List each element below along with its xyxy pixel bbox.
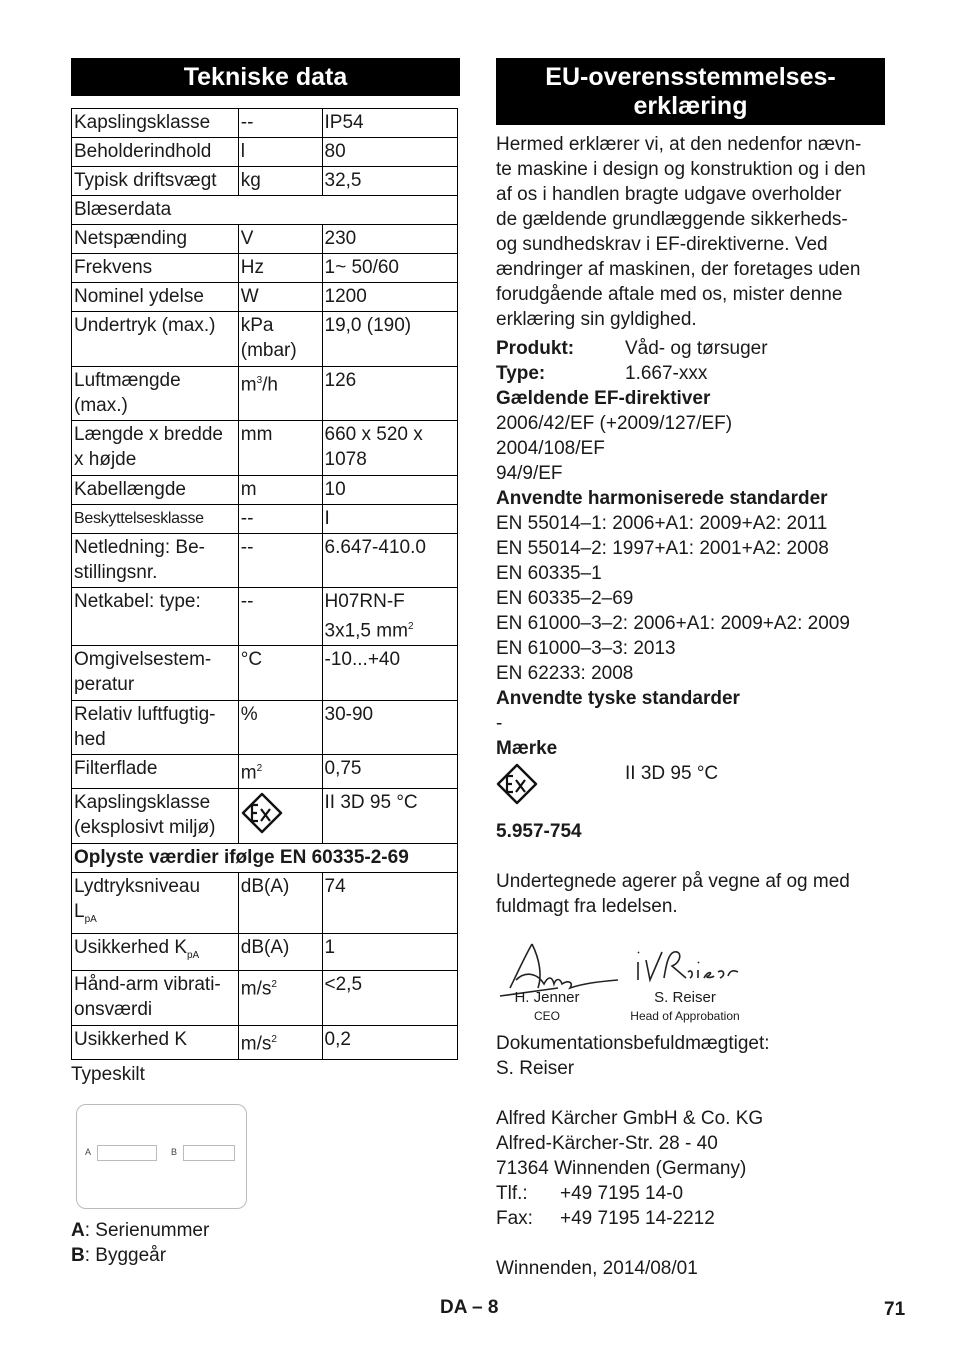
table-cell xyxy=(238,367,322,421)
table-cell: Hz xyxy=(238,254,322,283)
fax-value: +49 7195 14-2212 xyxy=(560,1208,715,1229)
cell-line: 660 x 520 x xyxy=(324,424,423,445)
table-cell: m xyxy=(238,476,322,505)
table-cell: Frekvens xyxy=(72,254,239,283)
table-cell: 1~ 50/60 xyxy=(322,254,457,283)
marking-value: II 3D 95 °C xyxy=(625,763,719,784)
text-line: de gældende grundlæggende sikkerheds- xyxy=(496,209,848,230)
table-cell xyxy=(72,872,239,934)
table-cell: 74 xyxy=(322,872,457,934)
unit-line: kPa xyxy=(240,315,274,336)
table-row xyxy=(72,843,458,872)
table-row xyxy=(72,788,458,843)
doc-authority-label: Dokumentationsbefuldmægtiget: xyxy=(496,1033,770,1054)
marking-title: Mærke xyxy=(496,738,558,759)
phone-label: Tlf.: xyxy=(496,1183,528,1204)
signer-role: Head of Approbation xyxy=(630,1009,740,1023)
text-line: af os i handlen bragte udgave overholder xyxy=(496,184,842,205)
plate-field-b xyxy=(183,1145,235,1161)
cell-line: (max.) xyxy=(74,395,128,416)
typeplate-illustration xyxy=(76,1104,247,1209)
company-contact xyxy=(496,1031,888,1281)
table-cell: Beskyttelsesklasse xyxy=(72,505,239,534)
product-label: Produkt: xyxy=(496,338,575,359)
table-cell: Kapslingsklasse xyxy=(72,109,239,138)
table-row xyxy=(72,254,458,283)
unit-text: m xyxy=(240,374,257,396)
table-row xyxy=(72,167,458,196)
section-title-eu-declaration xyxy=(496,58,885,125)
table-cell xyxy=(72,421,239,476)
table-cell: -- xyxy=(238,588,322,646)
signer-name: H. Jenner xyxy=(514,989,580,1006)
directive-item: 94/9/EF xyxy=(496,463,563,484)
table-cell: W xyxy=(238,283,322,312)
table-cell: dB(A) xyxy=(238,872,322,934)
cell-line: Netledning: Be- xyxy=(74,537,205,558)
type-row xyxy=(496,361,888,386)
document-number: 5.957-754 xyxy=(496,821,582,842)
standard-item: EN 60335–2–69 xyxy=(496,588,634,609)
table-cell: Netspænding xyxy=(72,225,239,254)
table-row xyxy=(72,1026,458,1059)
table-row xyxy=(72,421,458,476)
table-cell: Nominel ydelse xyxy=(72,283,239,312)
cell-line: Relativ luftfugtig- xyxy=(74,704,216,726)
signer-name: S. Reiser xyxy=(654,989,716,1006)
table-cell: l xyxy=(238,138,322,167)
table-row xyxy=(72,225,458,254)
table-cell: 80 xyxy=(322,138,457,167)
table-cell xyxy=(72,646,239,701)
table-cell: II 3D 95 °C xyxy=(322,788,457,843)
standard-item: EN 60335–1 xyxy=(496,563,602,584)
unit-text: m/s xyxy=(240,1033,272,1055)
title-line: erklæring xyxy=(633,92,748,120)
table-cell: IP54 xyxy=(322,109,457,138)
footer-section-label: DA – 8 xyxy=(440,1297,499,1318)
cell-line: 3x1,5 mm xyxy=(324,620,408,642)
signature-reiser xyxy=(634,942,744,992)
table-cell xyxy=(72,934,239,971)
unit-sup: 2 xyxy=(271,979,277,991)
plate-field-a xyxy=(97,1145,157,1161)
place-date: Winnenden, 2014/08/01 xyxy=(496,1258,698,1279)
cell-line: (eksplosivt miljø) xyxy=(74,816,216,838)
intro-paragraph xyxy=(496,132,888,332)
text-line: fuldmagt fra ledelsen. xyxy=(496,896,678,917)
table-row xyxy=(72,505,458,534)
title-line: EU-overensstemmelses- xyxy=(545,63,836,91)
company-line: Alfred Kärcher GmbH & Co. KG xyxy=(496,1108,764,1129)
table-row xyxy=(72,646,458,701)
type-value: 1.667-xxx xyxy=(625,363,708,384)
directive-item: 2006/42/EF (+2009/127/EF) xyxy=(496,413,733,434)
table-row xyxy=(72,476,458,505)
unit-sup: 2 xyxy=(256,763,263,775)
cell-line: Lydtryksniveau xyxy=(74,875,201,897)
table-row xyxy=(72,971,458,1026)
german-standards-value: - xyxy=(496,713,503,734)
fax-row xyxy=(496,1206,888,1231)
table-cell: 10 xyxy=(322,476,457,505)
technical-data-table xyxy=(71,108,458,1060)
table-cell xyxy=(72,971,239,1026)
plate-label-b: B xyxy=(171,1147,178,1157)
table-row xyxy=(72,283,458,312)
text-line: og sundhedskrav i EF-direktiverne. Ved xyxy=(496,234,828,255)
phone-value: +49 7195 14-0 xyxy=(560,1183,684,1204)
marking-symbol xyxy=(496,761,625,811)
legend-text: : Byggeår xyxy=(84,1245,167,1266)
unit-text: m/s xyxy=(240,978,272,1000)
table-cell: -- xyxy=(238,109,322,138)
table-row xyxy=(72,196,458,225)
harmonised-standards-title: Anvendte harmoniserede standarder xyxy=(496,488,828,509)
table-cell xyxy=(238,971,322,1026)
table-row xyxy=(72,367,458,421)
table-cell xyxy=(238,312,322,367)
marking-row xyxy=(496,761,888,811)
table-cell: 30-90 xyxy=(322,701,457,755)
ex-atex-icon xyxy=(241,792,283,834)
cell-line: onsværdi xyxy=(74,999,153,1021)
standard-item: EN 55014–1: 2006+A1: 2009+A2: 2011 xyxy=(496,513,828,534)
unit-line: (mbar) xyxy=(240,340,297,361)
table-cell: 6.647-410.0 xyxy=(322,534,457,588)
table-cell xyxy=(238,755,322,788)
table-cell: °C xyxy=(238,646,322,701)
table-row xyxy=(72,138,458,167)
cell-line: Omgivelsestem- xyxy=(74,649,212,671)
table-cell: I xyxy=(322,505,457,534)
cell-line: x højde xyxy=(74,449,137,470)
text-line: te maskine i design og konstruktion og i den xyxy=(496,159,866,180)
text-line: forudgående aftale med os, mister denne xyxy=(496,284,843,305)
table-row xyxy=(72,701,458,755)
table-cell: kg xyxy=(238,167,322,196)
table-cell: 1 xyxy=(322,934,457,971)
standard-item: EN 55014–2: 1997+A1: 2001+A2: 2008 xyxy=(496,538,829,559)
section-title-technical-data: Tekniske data xyxy=(71,58,460,96)
table-cell xyxy=(72,534,239,588)
table-cell: dB(A) xyxy=(238,934,322,971)
legend-item xyxy=(71,1243,209,1268)
table-cell: Beholderindhold xyxy=(72,138,239,167)
table-row xyxy=(72,934,458,971)
table-cell: V xyxy=(238,225,322,254)
cell-line: Kapslingsklasse xyxy=(74,791,211,813)
table-row xyxy=(72,755,458,788)
table-cell: <2,5 xyxy=(322,971,457,1026)
company-line: 71364 Winnenden (Germany) xyxy=(496,1158,747,1179)
table-cell: 0,2 xyxy=(322,1026,457,1059)
table-row xyxy=(72,534,458,588)
table-cell: Kabellængde xyxy=(72,476,239,505)
doc-authority-name: S. Reiser xyxy=(496,1058,575,1079)
table-cell: 126 xyxy=(322,367,457,421)
cell-line: hed xyxy=(74,729,106,751)
table-cell: % xyxy=(238,701,322,755)
table-cell: 32,5 xyxy=(322,167,457,196)
cell-line: H07RN-F xyxy=(324,591,405,612)
typeplate-title: Typeskilt xyxy=(71,1064,145,1085)
table-cell: 0,75 xyxy=(322,755,457,788)
directive-item: 2004/108/EF xyxy=(496,438,605,459)
table-cell: Undertryk (max.) xyxy=(72,312,239,367)
table-cell: -- xyxy=(238,505,322,534)
table-cell xyxy=(238,1026,322,1059)
table-cell: Usikkerhed K xyxy=(72,1026,239,1059)
table-cell: Typisk driftsvægt xyxy=(72,167,239,196)
fax-label: Fax: xyxy=(496,1208,533,1229)
unit-text: /h xyxy=(262,374,278,396)
table-row xyxy=(72,312,458,367)
table-cell xyxy=(72,701,239,755)
phone-row xyxy=(496,1181,888,1206)
cell-symbol: L xyxy=(74,900,85,922)
signatures xyxy=(496,936,756,1028)
standard-item: EN 61000–3–2: 2006+A1: 2009+A2: 2009 xyxy=(496,613,850,634)
page-number: 71 xyxy=(884,1299,906,1320)
legend-key: B xyxy=(71,1245,85,1266)
table-row xyxy=(72,109,458,138)
product-value: Våd- og tørsuger xyxy=(625,338,768,359)
table-row xyxy=(72,588,458,646)
table-subheading: Blæserdata xyxy=(72,196,458,225)
table-cell xyxy=(72,367,239,421)
table-cell: -10...+40 xyxy=(322,646,457,701)
german-standards-title: Anvendte tyske standarder xyxy=(496,688,740,709)
table-cell: Netkabel: type: xyxy=(72,588,239,646)
text-line: ændringer af maskinen, der foretages uden xyxy=(496,259,861,280)
table-cell xyxy=(322,588,457,646)
signer-role: CEO xyxy=(533,1009,560,1023)
cell-subscript: pA xyxy=(84,913,97,925)
unit-sup: 3 xyxy=(256,375,263,386)
plate-label-a: A xyxy=(85,1147,92,1157)
cell-line: stillingsnr. xyxy=(74,562,158,583)
table-cell: mm xyxy=(238,421,322,476)
cell-line: Usikkerhed K xyxy=(74,937,187,959)
legend-key: A xyxy=(71,1220,85,1241)
table-cell xyxy=(72,788,239,843)
cell-line: peratur xyxy=(74,674,135,696)
cell-subscript: pA xyxy=(187,950,200,962)
company-line: Alfred-Kärcher-Str. 28 - 40 xyxy=(496,1133,718,1154)
type-label: Type: xyxy=(496,363,546,384)
text-line: Hermed erklærer vi, at den nedenfor nævn- xyxy=(496,134,862,155)
text-line: erklæring sin gyldighed. xyxy=(496,309,697,330)
unit-text: m xyxy=(240,762,257,784)
standard-item: EN 61000–3–3: 2013 xyxy=(496,638,676,659)
cell-line: 1078 xyxy=(324,449,367,470)
cell-line: Længde x bredde xyxy=(74,424,223,445)
ex-atex-icon xyxy=(496,763,538,805)
declaration-body xyxy=(496,132,888,919)
table-cell: -- xyxy=(238,534,322,588)
directives-title: Gældende EF-direktiver xyxy=(496,388,711,409)
table-cell: 19,0 (190) xyxy=(322,312,457,367)
legend-item xyxy=(71,1218,209,1243)
unit-sup: 2 xyxy=(407,621,414,632)
text-line: Undertegnede agerer på vegne af og med xyxy=(496,871,850,892)
table-cell: Filterflade xyxy=(72,755,239,788)
table-cell: 230 xyxy=(322,225,457,254)
typeplate-legend xyxy=(71,1218,209,1268)
cell-line: Hånd-arm vibrati- xyxy=(74,974,221,996)
table-row xyxy=(72,872,458,934)
product-row xyxy=(496,336,888,361)
table-cell xyxy=(322,421,457,476)
legend-text: : Serienummer xyxy=(84,1220,210,1241)
cell-line: Luftmængde xyxy=(74,370,181,391)
table-subheading: Oplyste værdier ifølge EN 60335-2-69 xyxy=(72,843,458,872)
table-cell: 1200 xyxy=(322,283,457,312)
unit-sup: 2 xyxy=(271,1034,277,1046)
standard-item: EN 62233: 2008 xyxy=(496,663,634,684)
table-cell xyxy=(238,788,322,843)
